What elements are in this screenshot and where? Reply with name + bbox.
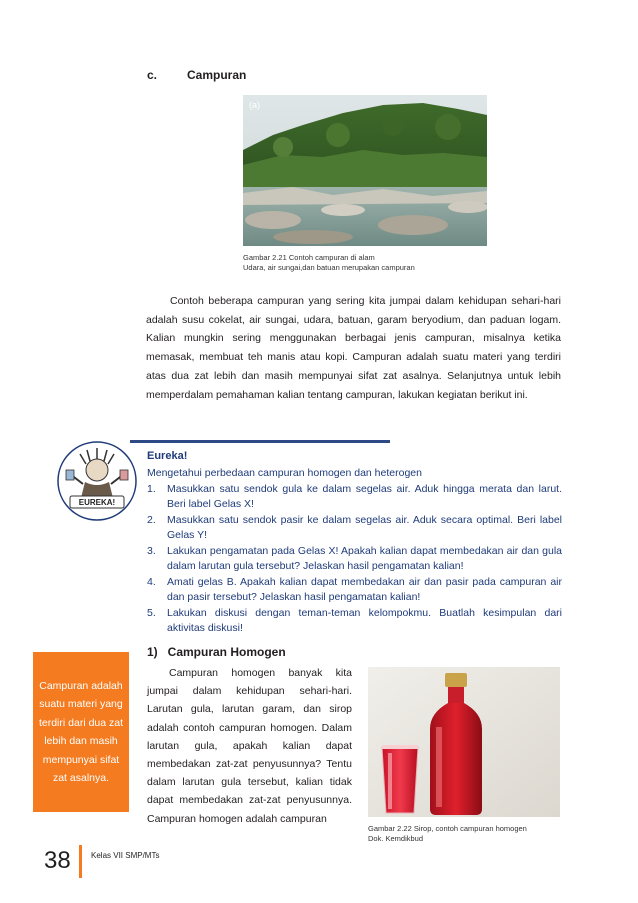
- eureka-rule: [130, 440, 390, 443]
- subsection-heading: [147, 645, 286, 659]
- figure-2-caption: [368, 824, 527, 844]
- list-item: [147, 575, 562, 605]
- step-text: Lakukan diskusi dengan teman-teman kelompokmu. Buatlah kesimpulan dari aktivitas diskusi!: [167, 607, 562, 635]
- eureka-icon-label: EUREKA!: [78, 498, 116, 507]
- figure-1-caption: [243, 253, 415, 273]
- step-number: 1.: [147, 483, 156, 495]
- step-text: Amati gelas B. Apakah kalian dapat membedakan air dan pasir pada campuran air dan pasir tersebut? Jelaskan hasil pengamatan kalian!: [167, 576, 562, 604]
- footer-book-title: Kelas VII SMP/MTs: [91, 851, 160, 860]
- step-number: 5.: [147, 607, 156, 619]
- footer-divider: [79, 845, 82, 878]
- step-text: Masukkan satu sendok pasir ke dalam segelas air. Aduk secara optimal. Beri label Gelas Y!: [167, 514, 562, 542]
- step-number: 2.: [147, 514, 156, 526]
- list-item: [147, 513, 562, 543]
- subsection-title: Campuran Homogen: [167, 645, 286, 659]
- list-item: [147, 544, 562, 574]
- river-photo: [243, 95, 487, 246]
- step-text: Masukkan satu sendok gula ke dalam segelas air. Aduk hingga merata dan larut. Beri label Gelas X!: [167, 483, 562, 511]
- eureka-subtitle: Mengetahui perbedaan campuran homogen dan heterogen: [147, 467, 422, 479]
- sidebar-note: [33, 652, 129, 812]
- body-paragraph: [146, 292, 561, 404]
- list-item: [147, 482, 562, 512]
- figure-label: (a): [249, 100, 260, 110]
- homogen-paragraph: [147, 664, 352, 828]
- step-text: Lakukan pengamatan pada Gelas X! Apakah kalian dapat membedakan air dan gula dalam larutan gula tersebut? Jelaskan hasil pengamatan kalian!: [167, 545, 562, 573]
- step-number: 4.: [147, 576, 156, 588]
- homogen-paragraph-text: Campuran homogen banyak kita jumpai dalam kehidupan sehari-hari. Larutan gula, larutan garam, dan sirop adalah contoh campuran homogen. Dalam larutan gula, apakah kalian dapat membedakan zat-zat penyusunnya? Tentu dalam larutan gula tersebut, kalian tidak dapat membedakan zat-zat penyusunnya. Campuran homogen adalah campuran: [147, 667, 352, 825]
- eureka-steps: [147, 482, 562, 637]
- list-item: [147, 606, 562, 636]
- syrup-photo: [368, 667, 560, 817]
- section-title: Campuran: [187, 68, 247, 82]
- figure-1-caption-line1: Gambar 2.21 Contoh campuran di alam: [243, 253, 375, 262]
- sidebar-note-text: Campuran adalah suatu materi yang terdiri dari dua zat lebih dan masih mempunyai sifat zat asalnya.: [38, 679, 124, 784]
- page-number: 38: [44, 847, 71, 874]
- figure-2-caption-line1: Gambar 2.22 Sirop, contoh campuran homogen: [368, 824, 527, 833]
- section-letter: c.: [147, 68, 158, 82]
- figure-2-caption-line2: Dok. Kemdikbud: [368, 834, 424, 843]
- eureka-title: Eureka!: [147, 450, 188, 462]
- body-paragraph-text: Contoh beberapa campuran yang sering kita jumpai dalam kehidupan sehari-hari adalah susu cokelat, air sungai, udara, batuan, garam beryodium, dan paduan logam. Kalian mungkin sering menggunakan berbagai jenis campuran, misalnya ketika memasak, membuat teh manis atau kopi. Campuran adalah suatu materi yang terdiri atas dua zat lebih dan masih mempunyai sifat zat asalnya. Selanjutnya untuk lebih memperdalam pemahaman kalian tentang campuran, lakukan kegiatan berikut ini.: [146, 295, 561, 401]
- subsection-number: 1): [147, 645, 158, 659]
- figure-1-caption-line2: Udara, air sungai,dan batuan merupakan campuran: [243, 263, 415, 272]
- eureka-scientist-icon: [56, 440, 138, 522]
- step-number: 3.: [147, 545, 156, 557]
